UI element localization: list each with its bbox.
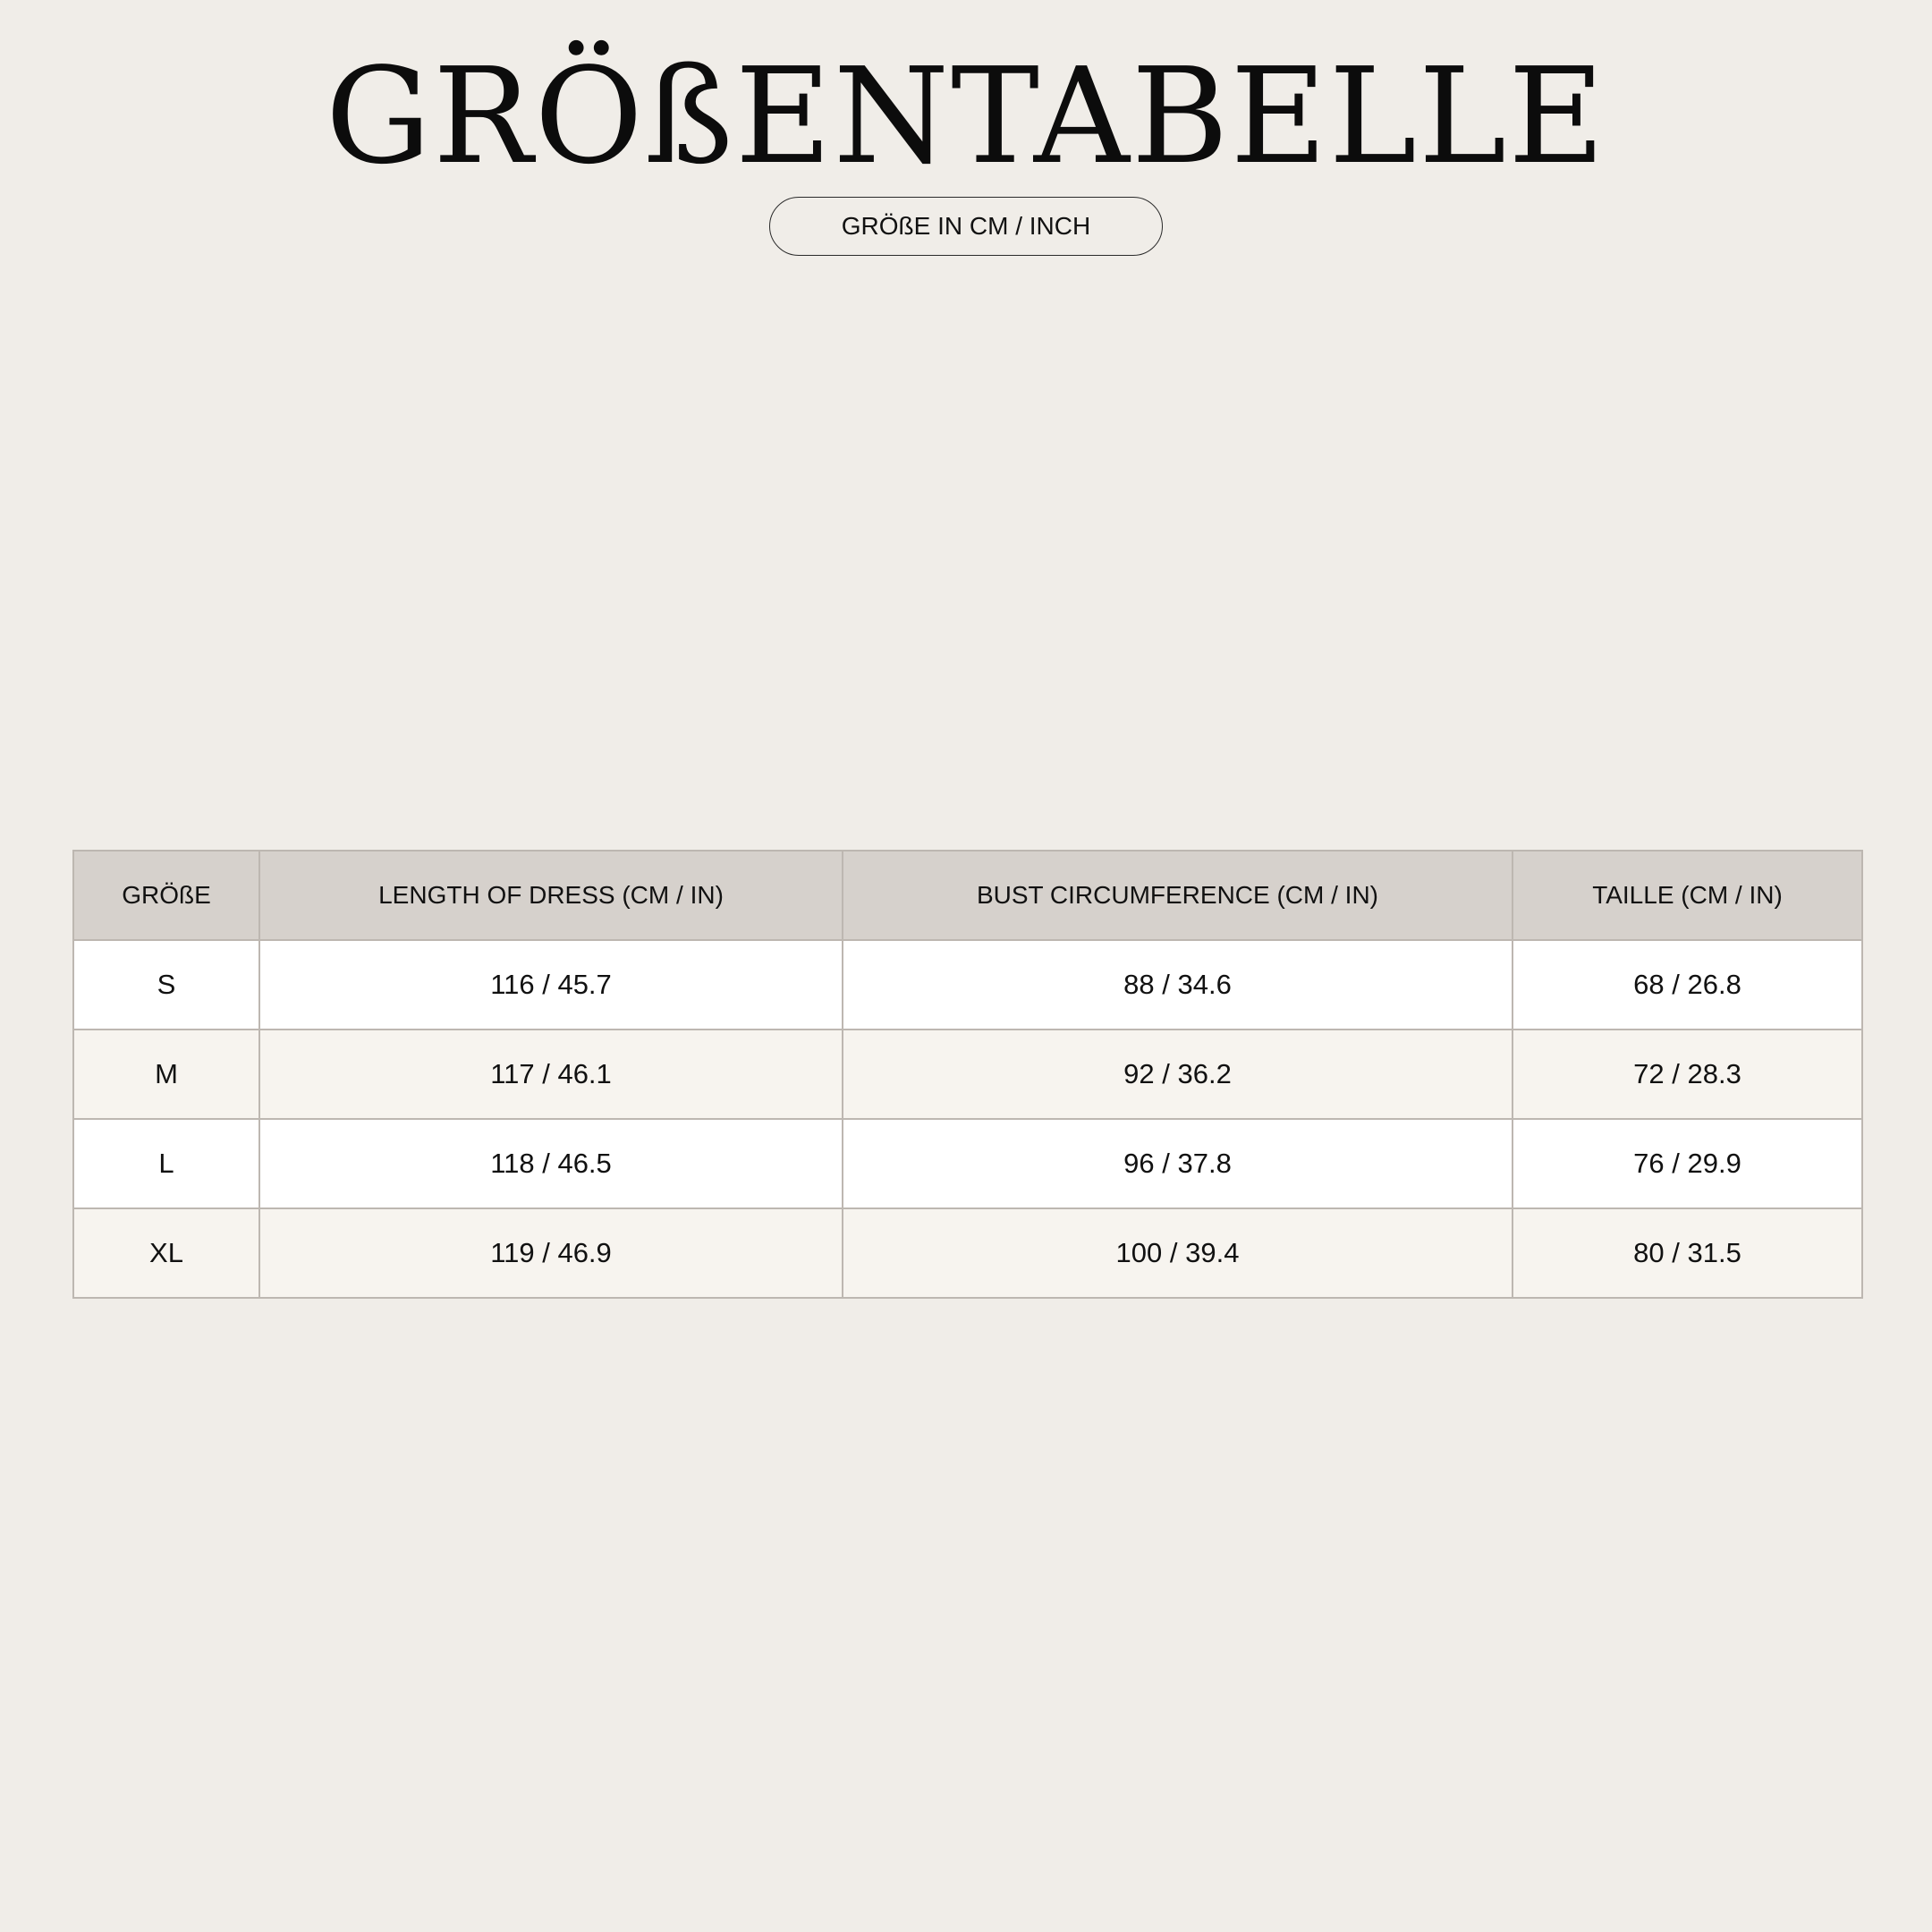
table-row (73, 1119, 1862, 1208)
cell-waist: 68 / 26.8 (1513, 940, 1862, 1030)
cell-size: L (73, 1119, 259, 1208)
header-length: LENGTH OF DRESS (CM / IN) (259, 851, 843, 940)
cell-length: 116 / 45.7 (259, 940, 843, 1030)
cell-bust: 92 / 36.2 (843, 1030, 1513, 1119)
header-row (73, 851, 1862, 940)
cell-bust: 88 / 34.6 (843, 940, 1513, 1030)
table-row (73, 1030, 1862, 1119)
cell-bust: 96 / 37.8 (843, 1119, 1513, 1208)
table-row (73, 940, 1862, 1030)
cell-length: 117 / 46.1 (259, 1030, 843, 1119)
cell-waist: 80 / 31.5 (1513, 1208, 1862, 1298)
table-row (73, 1208, 1862, 1298)
size-table (72, 850, 1863, 1299)
cell-size: S (73, 940, 259, 1030)
header-bust: BUST CIRCUMFERENCE (CM / IN) (843, 851, 1513, 940)
cell-waist: 72 / 28.3 (1513, 1030, 1862, 1119)
header-waist: TAILLE (CM / IN) (1513, 851, 1862, 940)
cell-length: 119 / 46.9 (259, 1208, 843, 1298)
cell-bust: 100 / 39.4 (843, 1208, 1513, 1298)
page-title: GRÖßENTABELLE (325, 39, 1607, 193)
cell-length: 118 / 46.5 (259, 1119, 843, 1208)
cell-size: M (73, 1030, 259, 1119)
cell-size: XL (73, 1208, 259, 1298)
cell-waist: 76 / 29.9 (1513, 1119, 1862, 1208)
unit-badge: GRÖßE IN CM / INCH (769, 197, 1163, 256)
header-size: GRÖßE (73, 851, 259, 940)
